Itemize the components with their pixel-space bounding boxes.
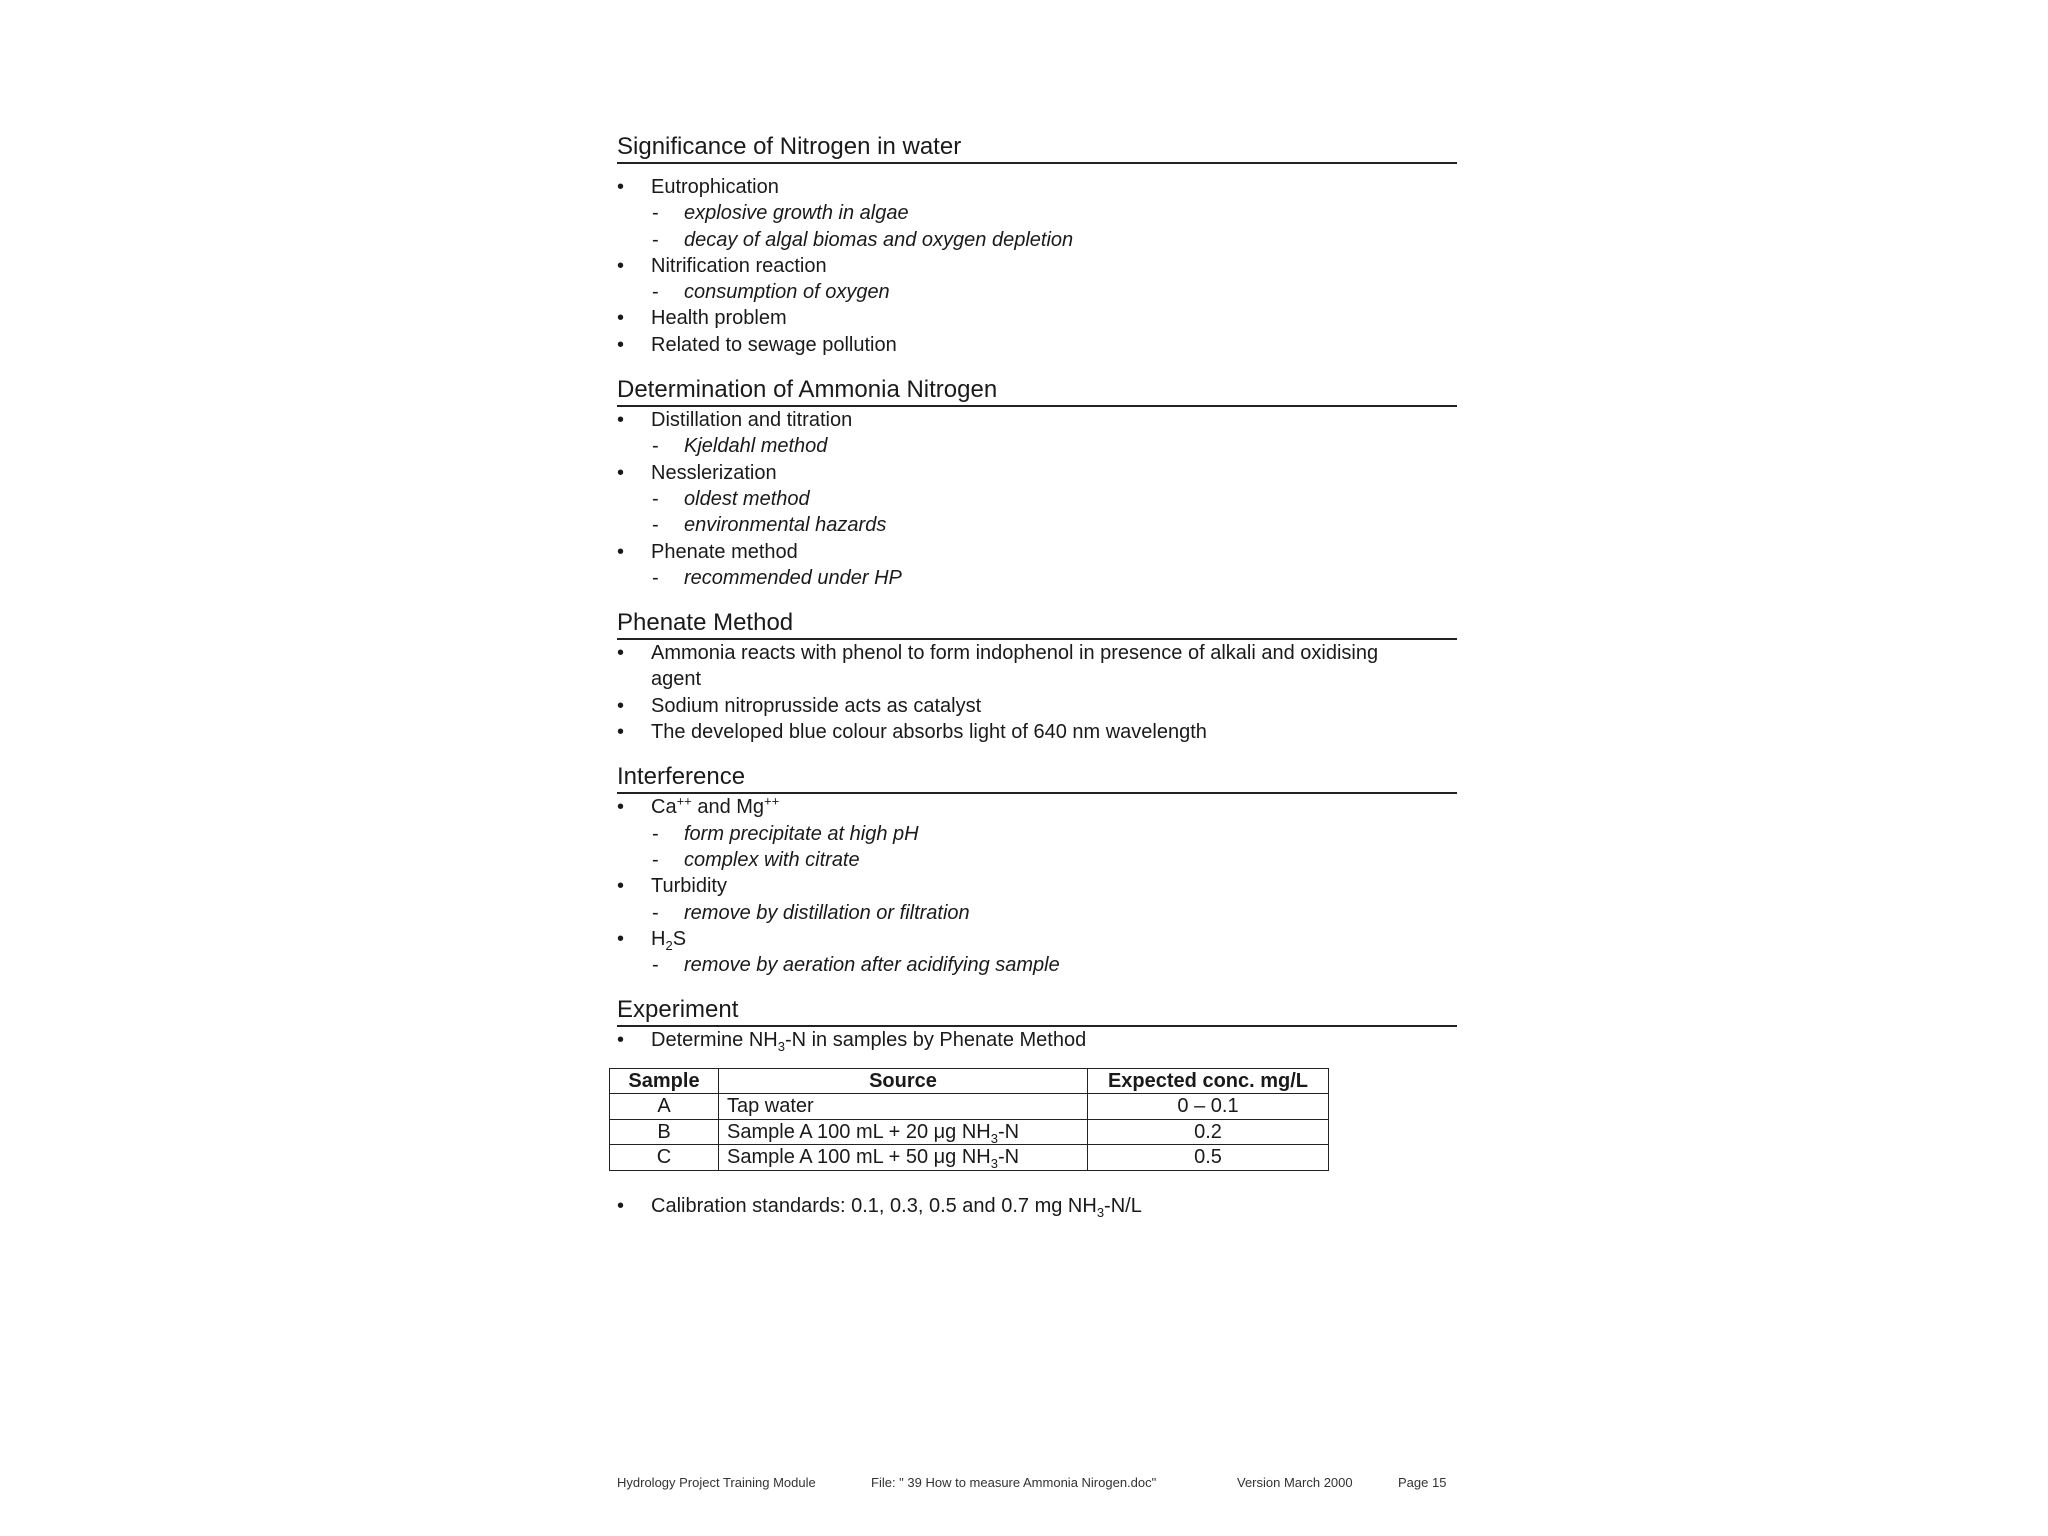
- table-cell: B: [610, 1119, 719, 1145]
- sub-item: - complex with citrate: [617, 847, 1457, 873]
- column-header: Source: [719, 1068, 1088, 1094]
- table-cell: 0 – 0.1: [1088, 1094, 1329, 1120]
- sub-item: - consumption of oxygen: [617, 279, 1457, 305]
- table-cell: Sample A 100 mL + 20 μg $NH_3-N$: [719, 1119, 1088, 1145]
- list-item: • Ammonia reacts with phenol to form indophenol in presence of alkali and oxidising agent: [617, 640, 1411, 693]
- list-item: • The developed blue colour absorbs light of 640 nm wavelength: [617, 719, 1457, 745]
- column-header: Expected conc. mg/L: [1088, 1068, 1329, 1094]
- table-cell: 0.2: [1088, 1119, 1329, 1145]
- table-cell: C: [610, 1145, 719, 1171]
- section-title: Experiment: [617, 995, 1457, 1027]
- section-title: Interference: [617, 762, 1457, 794]
- section-experiment: [617, 995, 1457, 1219]
- list-item: • Nesslerization - oldest method - environmental hazards: [617, 460, 1457, 539]
- section-determination: [617, 375, 1457, 591]
- samples-table: [609, 1068, 1329, 1171]
- footer-file: File: " 39 How to measure Ammonia Nirogen.doc": [871, 1475, 1157, 1490]
- list-item: • Calibration standards: 0.1, 0.3, 0.5 and 0.7 mg $NH_3-N/L$: [617, 1193, 1457, 1219]
- bullet-list: [617, 407, 1457, 591]
- table-row: [610, 1119, 1329, 1145]
- list-item: • Ca++ and Mg++ - form precipitate at high pH - complex with citrate: [617, 794, 1457, 873]
- column-header: Sample: [610, 1068, 719, 1094]
- list-item: • Nitrification reaction - consumption of oxygen: [617, 253, 1457, 306]
- bullet-list: [617, 1193, 1457, 1219]
- list-item: • Related to sewage pollution: [617, 332, 1457, 358]
- sub-item: - decay of algal biomas and oxygen depletion: [617, 227, 1457, 253]
- section-phenate: [617, 608, 1457, 745]
- list-item: • $H_2S$ - remove by aeration after acidifying sample: [617, 926, 1457, 979]
- bullet-list: [617, 794, 1457, 978]
- list-item: • Turbidity - remove by distillation or filtration: [617, 873, 1457, 926]
- list-item: • Sodium nitroprusside acts as catalyst: [617, 693, 1457, 719]
- sub-item: - form precipitate at high pH: [617, 821, 1457, 847]
- bullet-list: [617, 174, 1457, 358]
- section-significance: [617, 132, 1457, 358]
- section-title: Determination of Ammonia Nitrogen: [617, 375, 1457, 407]
- footer-version: Version March 2000: [1237, 1475, 1353, 1490]
- table-row: [610, 1094, 1329, 1120]
- section-title: Phenate Method: [617, 608, 1457, 640]
- table-cell: 0.5: [1088, 1145, 1329, 1171]
- section-interference: [617, 762, 1457, 978]
- document-page: [617, 132, 1457, 1512]
- sub-item: - recommended under HP: [617, 565, 1457, 591]
- section-title: Significance of Nitrogen in water: [617, 132, 1457, 164]
- list-item: • Distillation and titration - Kjeldahl method: [617, 407, 1457, 460]
- list-item: • Phenate method - recommended under HP: [617, 539, 1457, 592]
- sub-item: - explosive growth in algae: [617, 200, 1457, 226]
- sub-item: - Kjeldahl method: [617, 433, 1457, 459]
- table-header-row: [610, 1068, 1329, 1094]
- table-row: [610, 1145, 1329, 1171]
- sub-item: - remove by distillation or filtration: [617, 900, 1457, 926]
- list-item: • Determine $NH_3-N$ in samples by Phenate Method: [617, 1027, 1457, 1053]
- bullet-list: [617, 1027, 1457, 1053]
- footer-page-number: Page 15: [1398, 1475, 1447, 1490]
- list-item: • Health problem: [617, 305, 1457, 331]
- table-cell: Tap water: [719, 1094, 1088, 1120]
- bullet-list: [617, 640, 1457, 745]
- sub-item: - remove by aeration after acidifying sample: [617, 952, 1457, 978]
- list-item: • Eutrophication - explosive growth in algae - decay of algal biomas and oxygen depletion: [617, 174, 1457, 253]
- sub-item: - environmental hazards: [617, 512, 1457, 538]
- table-cell: A: [610, 1094, 719, 1120]
- table-cell: Sample A 100 mL + 50 μg $NH_3-N$: [719, 1145, 1088, 1171]
- sub-item: - oldest method: [617, 486, 1457, 512]
- footer-module: Hydrology Project Training Module: [617, 1475, 816, 1490]
